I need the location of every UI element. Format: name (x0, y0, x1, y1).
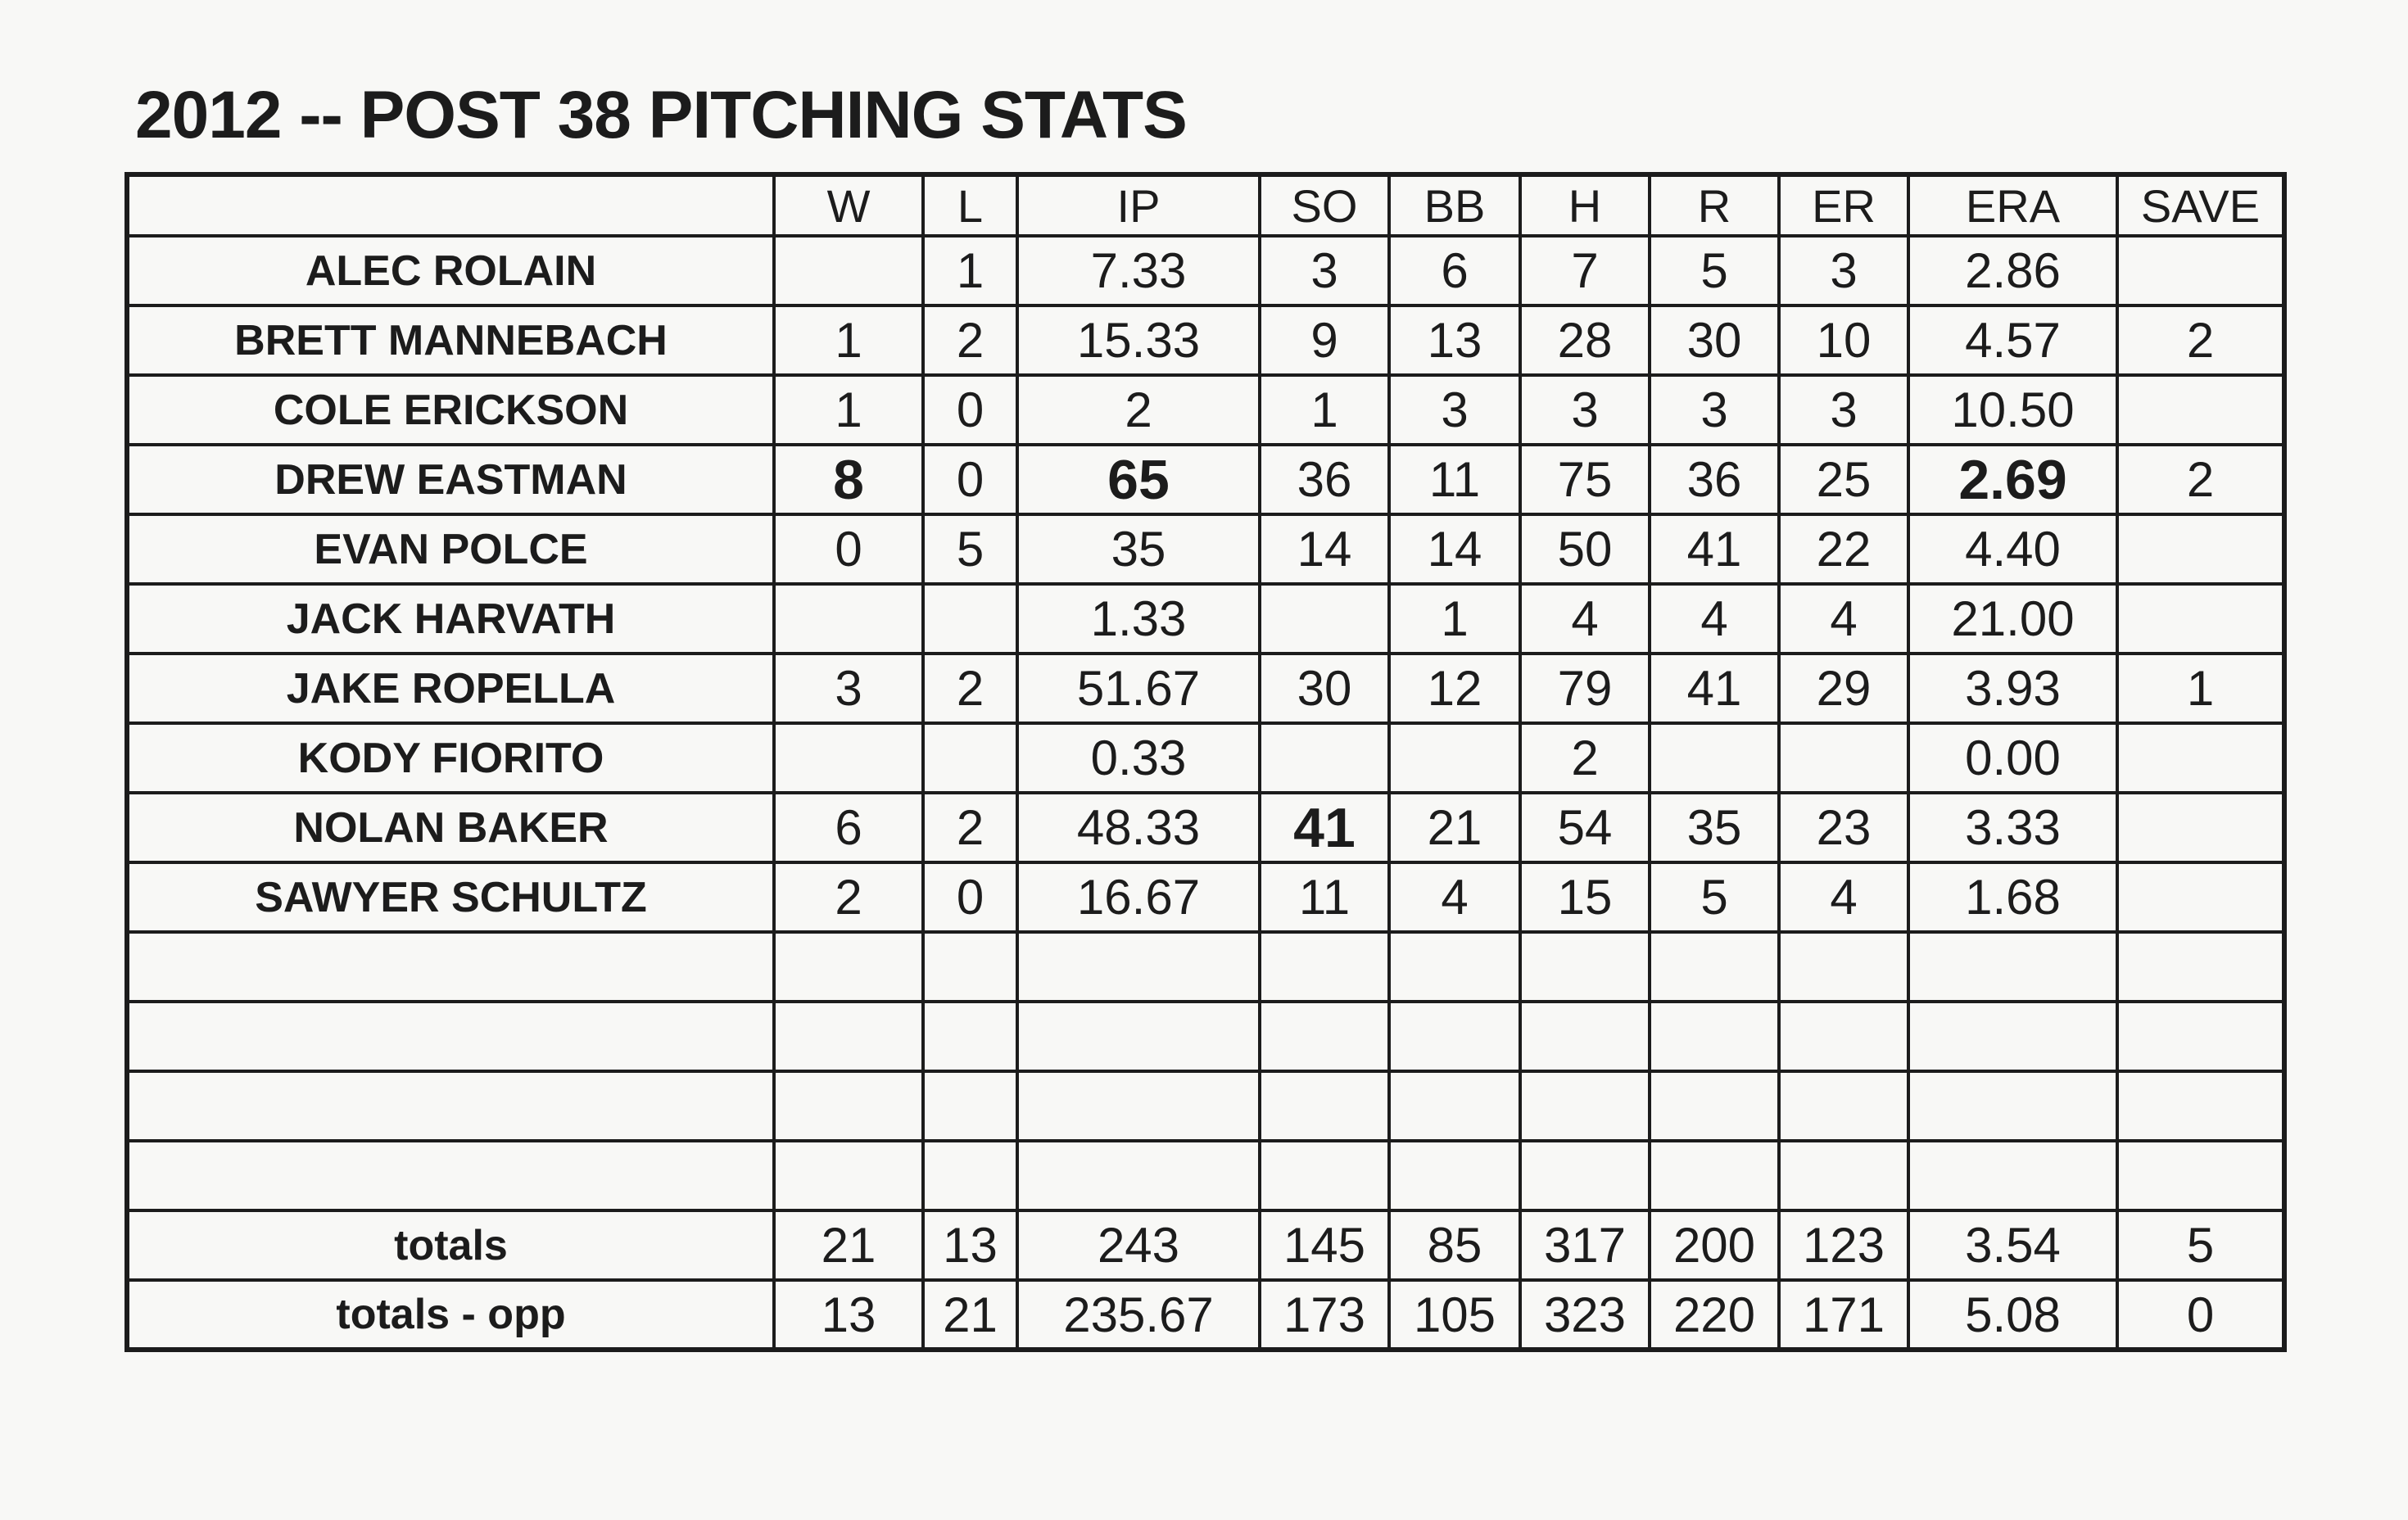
stat-cell-era: 10.50 (1908, 375, 2117, 445)
stat-cell-r: 5 (1650, 236, 1779, 305)
stat-cell-er: 10 (1779, 305, 1908, 375)
empty-cell (923, 1071, 1017, 1141)
totals-cell-h: 323 (1520, 1280, 1650, 1350)
table-row (127, 375, 2284, 445)
stat-cell-er: 25 (1779, 445, 1908, 514)
table-row (127, 654, 2284, 723)
totals-cell-l: 13 (923, 1210, 1017, 1280)
stat-cell-er: 3 (1779, 236, 1908, 305)
stat-cell-l: 1 (923, 236, 1017, 305)
stat-cell-so: 30 (1260, 654, 1389, 723)
stat-cell-save (2117, 584, 2284, 654)
table-row (127, 793, 2284, 862)
stat-cell-w: 1 (774, 305, 923, 375)
totals-cell-w: 21 (774, 1210, 923, 1280)
totals-cell-era: 3.54 (1908, 1210, 2117, 1280)
stat-cell-w: 3 (774, 654, 923, 723)
stat-cell-ip: 35 (1017, 514, 1260, 584)
player-name: EVAN POLCE (127, 514, 774, 584)
empty-cell (1389, 1141, 1520, 1210)
empty-cell (1908, 1071, 2117, 1141)
stat-cell-so: 1 (1260, 375, 1389, 445)
totals-cell-h: 317 (1520, 1210, 1650, 1280)
empty-cell (2117, 932, 2284, 1002)
column-header-save: SAVE (2117, 174, 2284, 236)
stat-cell-l: 0 (923, 375, 1017, 445)
stat-cell-bb: 21 (1389, 793, 1520, 862)
stat-cell-bb: 1 (1389, 584, 1520, 654)
stat-cell-er (1779, 723, 1908, 793)
stat-cell-h: 54 (1520, 793, 1650, 862)
corner-cell (127, 174, 774, 236)
totals-label: totals (127, 1210, 774, 1280)
empty-cell (1017, 932, 1260, 1002)
totals-cell-r: 220 (1650, 1280, 1779, 1350)
stat-cell-save (2117, 236, 2284, 305)
empty-cell (923, 1141, 1017, 1210)
empty-cell (774, 1141, 923, 1210)
stat-cell-l: 0 (923, 862, 1017, 932)
empty-cell (1389, 932, 1520, 1002)
totals-cell-so: 145 (1260, 1210, 1389, 1280)
totals-label: totals - opp (127, 1280, 774, 1350)
stat-cell-save: 2 (2117, 445, 2284, 514)
empty-cell (1520, 932, 1650, 1002)
empty-cell (1908, 1002, 2117, 1071)
stat-cell-bb: 13 (1389, 305, 1520, 375)
player-name: DREW EASTMAN (127, 445, 774, 514)
stat-cell-r: 36 (1650, 445, 1779, 514)
column-header-era: ERA (1908, 174, 2117, 236)
empty-cell (1650, 932, 1779, 1002)
totals-cell-er: 123 (1779, 1210, 1908, 1280)
column-header-r: R (1650, 174, 1779, 236)
column-header-so: SO (1260, 174, 1389, 236)
stat-cell-h: 15 (1520, 862, 1650, 932)
stat-cell-era: 21.00 (1908, 584, 2117, 654)
stat-cell-r (1650, 723, 1779, 793)
totals-row (127, 1280, 2284, 1350)
totals-cell-er: 171 (1779, 1280, 1908, 1350)
stat-cell-ip: 16.67 (1017, 862, 1260, 932)
stat-cell-er: 29 (1779, 654, 1908, 723)
stat-cell-l: 2 (923, 654, 1017, 723)
stat-cell-h: 75 (1520, 445, 1650, 514)
stat-cell-er: 22 (1779, 514, 1908, 584)
stat-cell-h: 3 (1520, 375, 1650, 445)
empty-cell (2117, 1141, 2284, 1210)
stat-cell-save (2117, 862, 2284, 932)
stat-cell-h: 4 (1520, 584, 1650, 654)
stat-cell-bb: 3 (1389, 375, 1520, 445)
stat-cell-era: 4.57 (1908, 305, 2117, 375)
empty-cell (1650, 1071, 1779, 1141)
player-name: SAWYER SCHULTZ (127, 862, 774, 932)
stat-cell-so (1260, 584, 1389, 654)
column-header-bb: BB (1389, 174, 1520, 236)
stat-cell-save: 1 (2117, 654, 2284, 723)
totals-rows (127, 1210, 2284, 1350)
stat-cell-era: 1.68 (1908, 862, 2117, 932)
empty-cell (1389, 1071, 1520, 1141)
stat-cell-bb: 14 (1389, 514, 1520, 584)
table-row (127, 445, 2284, 514)
table-row (127, 862, 2284, 932)
player-name: NOLAN BAKER (127, 793, 774, 862)
page-title: 2012 -- POST 38 PITCHING STATS (135, 78, 1187, 152)
stat-cell-r: 41 (1650, 514, 1779, 584)
player-name: ALEC ROLAIN (127, 236, 774, 305)
totals-cell-w: 13 (774, 1280, 923, 1350)
empty-cell (1908, 1141, 2117, 1210)
stat-cell-h: 79 (1520, 654, 1650, 723)
column-header-l: L (923, 174, 1017, 236)
totals-cell-save: 0 (2117, 1280, 2284, 1350)
player-name: JAKE ROPELLA (127, 654, 774, 723)
header-row (127, 174, 2284, 236)
totals-cell-l: 21 (923, 1280, 1017, 1350)
stat-cell-l: 2 (923, 305, 1017, 375)
empty-cell (774, 1071, 923, 1141)
stat-cell-era: 4.40 (1908, 514, 2117, 584)
stat-cell-ip: 65 (1017, 445, 1260, 514)
empty-cell (127, 1071, 774, 1141)
empty-cell (1260, 1141, 1389, 1210)
stat-cell-save (2117, 514, 2284, 584)
stat-cell-l: 2 (923, 793, 1017, 862)
empty-cell (1017, 1141, 1260, 1210)
stat-cell-h: 50 (1520, 514, 1650, 584)
totals-cell-ip: 243 (1017, 1210, 1260, 1280)
stat-cell-ip: 7.33 (1017, 236, 1260, 305)
empty-cell (1908, 932, 2117, 1002)
stat-cell-w: 8 (774, 445, 923, 514)
empty-cell (127, 1141, 774, 1210)
table-row (127, 514, 2284, 584)
table-row (127, 584, 2284, 654)
stat-cell-ip: 48.33 (1017, 793, 1260, 862)
stat-cell-save: 2 (2117, 305, 2284, 375)
empty-cell (1779, 1002, 1908, 1071)
stat-cell-r: 41 (1650, 654, 1779, 723)
table-row (127, 236, 2284, 305)
column-header-er: ER (1779, 174, 1908, 236)
blank-row (127, 1002, 2284, 1071)
stat-cell-w: 0 (774, 514, 923, 584)
column-header-ip: IP (1017, 174, 1260, 236)
stat-cell-r: 4 (1650, 584, 1779, 654)
stat-cell-w (774, 236, 923, 305)
stat-cell-ip: 1.33 (1017, 584, 1260, 654)
stat-cell-bb: 12 (1389, 654, 1520, 723)
stat-cell-l (923, 723, 1017, 793)
empty-cell (774, 1002, 923, 1071)
empty-cell (2117, 1002, 2284, 1071)
stat-cell-r: 30 (1650, 305, 1779, 375)
empty-cell (1650, 1002, 1779, 1071)
stat-cell-h: 28 (1520, 305, 1650, 375)
totals-cell-bb: 85 (1389, 1210, 1520, 1280)
totals-cell-era: 5.08 (1908, 1280, 2117, 1350)
blank-row (127, 1071, 2284, 1141)
stat-cell-save (2117, 793, 2284, 862)
stat-cell-w: 2 (774, 862, 923, 932)
stat-cell-era: 3.33 (1908, 793, 2117, 862)
stat-cell-w (774, 723, 923, 793)
player-name: JACK HARVATH (127, 584, 774, 654)
empty-cell (923, 932, 1017, 1002)
empty-cell (1650, 1141, 1779, 1210)
totals-cell-bb: 105 (1389, 1280, 1520, 1350)
totals-cell-so: 173 (1260, 1280, 1389, 1350)
empty-cell (774, 932, 923, 1002)
empty-cell (1520, 1141, 1650, 1210)
stat-cell-l (923, 584, 1017, 654)
empty-cell (1520, 1071, 1650, 1141)
stat-cell-w: 1 (774, 375, 923, 445)
stat-cell-w (774, 584, 923, 654)
stat-cell-ip: 2 (1017, 375, 1260, 445)
empty-cell (1260, 1071, 1389, 1141)
stat-cell-save (2117, 375, 2284, 445)
stat-cell-ip: 51.67 (1017, 654, 1260, 723)
stat-cell-so: 11 (1260, 862, 1389, 932)
stat-cell-era: 0.00 (1908, 723, 2117, 793)
empty-cell (1779, 932, 1908, 1002)
stat-cell-bb: 6 (1389, 236, 1520, 305)
stat-cell-er: 4 (1779, 584, 1908, 654)
stat-cell-so (1260, 723, 1389, 793)
stat-cell-er: 3 (1779, 375, 1908, 445)
empty-cell (127, 932, 774, 1002)
stat-cell-bb: 11 (1389, 445, 1520, 514)
stat-cell-bb: 4 (1389, 862, 1520, 932)
totals-cell-ip: 235.67 (1017, 1280, 1260, 1350)
player-name: COLE ERICKSON (127, 375, 774, 445)
empty-cell (923, 1002, 1017, 1071)
empty-cell (1260, 932, 1389, 1002)
stat-cell-so: 36 (1260, 445, 1389, 514)
pitching-stats-table (124, 172, 2287, 1352)
player-name: KODY FIORITO (127, 723, 774, 793)
stat-cell-so: 3 (1260, 236, 1389, 305)
stat-cell-l: 5 (923, 514, 1017, 584)
empty-cell (2117, 1071, 2284, 1141)
empty-cell (1017, 1002, 1260, 1071)
stat-cell-l: 0 (923, 445, 1017, 514)
stat-cell-h: 7 (1520, 236, 1650, 305)
empty-cell (127, 1002, 774, 1071)
stat-cell-era: 3.93 (1908, 654, 2117, 723)
stat-cell-so: 41 (1260, 793, 1389, 862)
stat-cell-era: 2.86 (1908, 236, 2117, 305)
totals-row (127, 1210, 2284, 1280)
table-row (127, 723, 2284, 793)
stat-cell-er: 23 (1779, 793, 1908, 862)
empty-cell (1520, 1002, 1650, 1071)
stat-cell-ip: 15.33 (1017, 305, 1260, 375)
empty-cell (1389, 1002, 1520, 1071)
stat-cell-r: 3 (1650, 375, 1779, 445)
stat-cell-so: 9 (1260, 305, 1389, 375)
table-row (127, 305, 2284, 375)
totals-cell-r: 200 (1650, 1210, 1779, 1280)
stat-cell-save (2117, 723, 2284, 793)
stat-cell-r: 35 (1650, 793, 1779, 862)
blank-row (127, 1141, 2284, 1210)
stat-cell-so: 14 (1260, 514, 1389, 584)
stat-cell-w: 6 (774, 793, 923, 862)
stat-cell-bb (1389, 723, 1520, 793)
stat-cell-ip: 0.33 (1017, 723, 1260, 793)
totals-cell-save: 5 (2117, 1210, 2284, 1280)
empty-cell (1017, 1071, 1260, 1141)
column-header-w: W (774, 174, 923, 236)
stat-cell-era: 2.69 (1908, 445, 2117, 514)
column-header-h: H (1520, 174, 1650, 236)
player-rows (127, 236, 2284, 1210)
stat-cell-h: 2 (1520, 723, 1650, 793)
stat-cell-er: 4 (1779, 862, 1908, 932)
player-name: BRETT MANNEBACH (127, 305, 774, 375)
stat-cell-r: 5 (1650, 862, 1779, 932)
empty-cell (1260, 1002, 1389, 1071)
empty-cell (1779, 1141, 1908, 1210)
empty-cell (1779, 1071, 1908, 1141)
blank-row (127, 932, 2284, 1002)
